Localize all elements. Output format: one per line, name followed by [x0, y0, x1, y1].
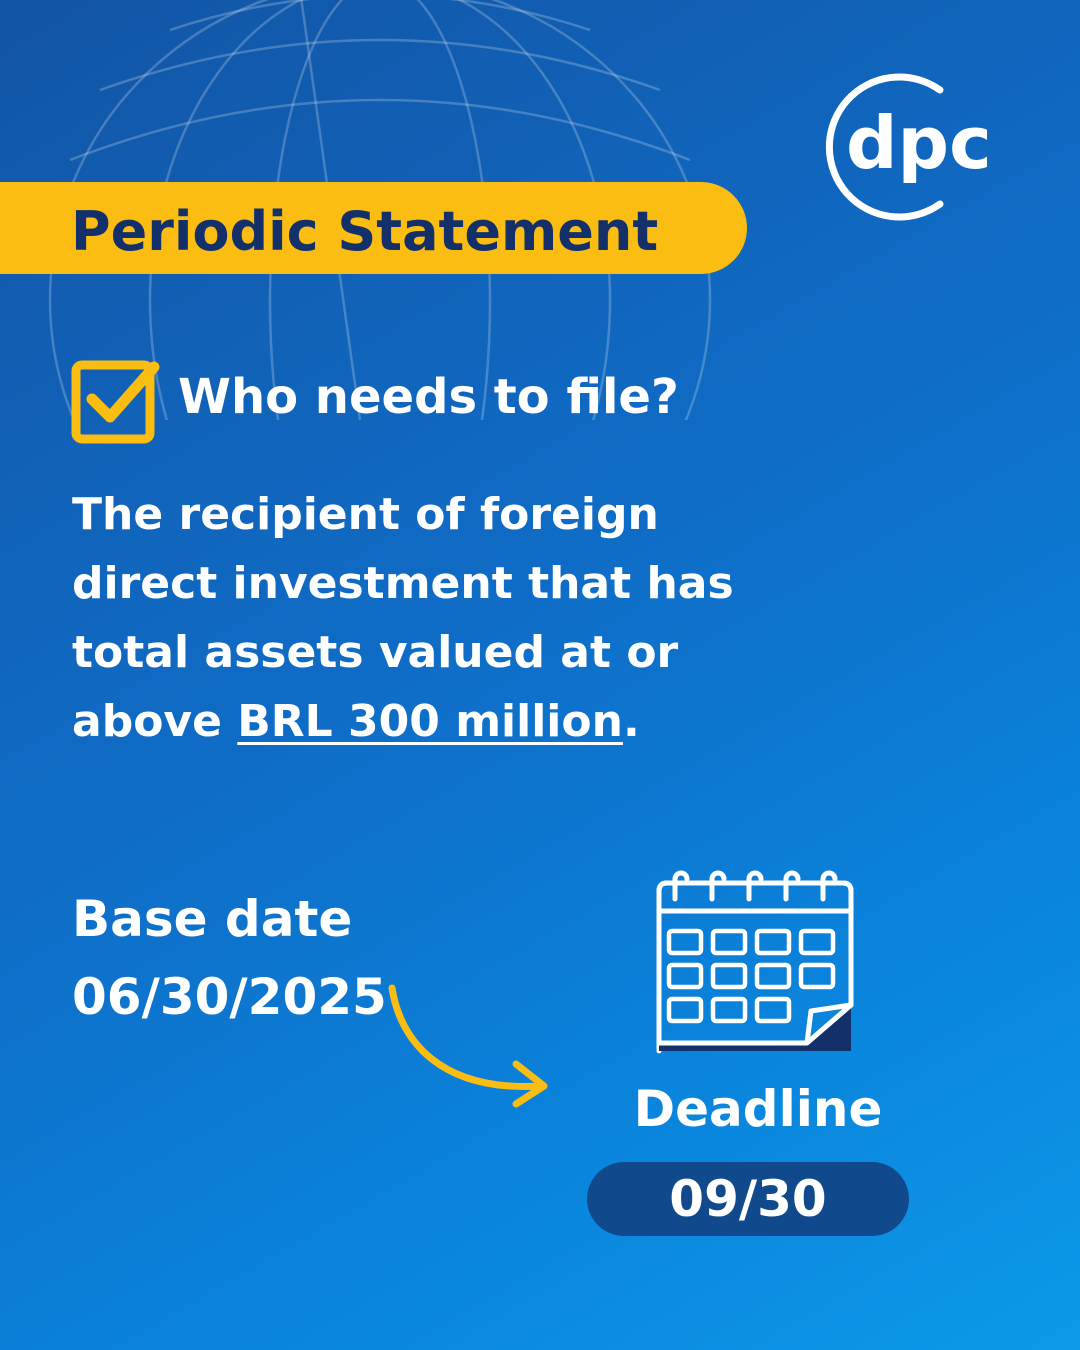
- base-date-value: 06/30/2025: [72, 968, 387, 1026]
- eligibility-text: [72, 480, 792, 756]
- page-title: Periodic Statement: [71, 200, 659, 263]
- curved-arrow-icon: [380, 980, 560, 1110]
- logo-text: dpc: [846, 101, 992, 185]
- eligibility-suffix: .: [622, 696, 640, 747]
- eligibility-prefix: The recipient of foreign direct investment that has total assets valued at or above: [72, 489, 734, 747]
- base-date-label: Base date: [72, 890, 353, 948]
- deadline-pill: [587, 1162, 909, 1236]
- deadline-date: 09/30: [669, 1170, 827, 1228]
- calendar-icon: [645, 865, 860, 1060]
- eligibility-threshold: BRL 300 million: [237, 696, 623, 747]
- title-banner: [0, 182, 747, 274]
- dpc-logo: [820, 72, 1000, 222]
- deadline-label: Deadline: [633, 1080, 883, 1138]
- section-question: Who needs to file?: [178, 369, 679, 425]
- checkbox-checked-icon: [70, 357, 162, 447]
